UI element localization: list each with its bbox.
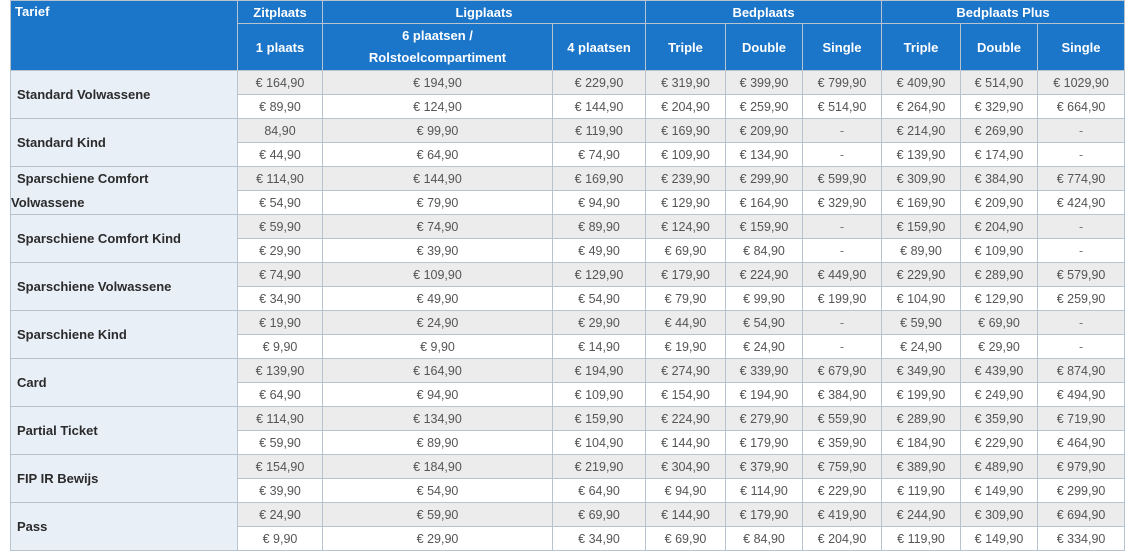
price-cell: € 104,90 [553,431,646,455]
price-cell: € 129,90 [646,191,726,215]
price-cell: € 39,90 [238,479,323,503]
price-cell: € 289,90 [961,263,1038,287]
price-cell: € 24,90 [238,503,323,527]
price-cell: € 979,90 [1038,455,1125,479]
row-label: Sparschiene Comfort Kind [11,215,238,263]
price-cell: € 104,90 [882,287,961,311]
row-label: Sparschiene Kind [11,311,238,359]
row-label-line1: Sparschiene Comfort [17,171,149,186]
price-cell: € 24,90 [323,311,553,335]
price-cell: € 134,90 [726,143,803,167]
price-cell: € 24,90 [726,335,803,359]
tariff-table [10,0,1125,551]
price-cell: € 184,90 [882,431,961,455]
price-cell: € 9,90 [238,335,323,359]
price-cell: € 204,90 [646,95,726,119]
price-cell: € 384,90 [961,167,1038,191]
price-cell: € 139,90 [882,143,961,167]
row-label: Partial Ticket [11,407,238,455]
price-cell: € 194,90 [726,383,803,407]
price-cell: € 309,90 [961,503,1038,527]
sub-header-lig-4: 4 plaatsen [553,24,646,71]
price-cell: € 29,90 [238,239,323,263]
price-cell: € 379,90 [726,455,803,479]
price-cell: € 94,90 [553,191,646,215]
table-row [11,359,1125,383]
price-cell: € 349,90 [882,359,961,383]
price-cell: € 304,90 [646,455,726,479]
price-cell: € 119,90 [882,479,961,503]
price-cell: € 269,90 [961,119,1038,143]
price-cell: € 109,90 [961,239,1038,263]
price-cell: € 64,90 [238,383,323,407]
price-cell: € 164,90 [726,191,803,215]
price-cell: € 19,90 [646,335,726,359]
table-row [11,503,1125,527]
price-cell: € 79,90 [323,191,553,215]
sub-header-lig-6 [323,24,553,71]
price-cell: € 299,90 [726,167,803,191]
table-row [11,215,1125,239]
price-cell: € 244,90 [882,503,961,527]
price-cell: € 329,90 [961,95,1038,119]
price-cell: € 464,90 [1038,431,1125,455]
price-cell: € 209,90 [726,119,803,143]
price-cell: € 24,90 [882,335,961,359]
price-cell: € 174,90 [961,143,1038,167]
price-cell: € 164,90 [323,359,553,383]
price-cell: € 319,90 [646,71,726,95]
price-cell: € 329,90 [803,191,882,215]
col-header-tarief: Tarief [11,1,238,71]
price-cell: € 69,90 [646,239,726,263]
row-label: Standard Volwassene [11,71,238,119]
price-cell: € 119,90 [553,119,646,143]
price-cell: € 59,90 [323,503,553,527]
price-cell: € 84,90 [726,527,803,551]
price-cell: € 274,90 [646,359,726,383]
price-cell: € 169,90 [882,191,961,215]
price-cell: € 44,90 [646,311,726,335]
price-cell: - [1038,215,1125,239]
price-cell: € 144,90 [553,95,646,119]
price-cell: € 54,90 [238,191,323,215]
price-cell: € 224,90 [726,263,803,287]
price-cell: € 199,90 [882,383,961,407]
price-cell: € 229,90 [553,71,646,95]
price-cell: € 39,90 [323,239,553,263]
price-cell: € 129,90 [961,287,1038,311]
price-cell: - [803,215,882,239]
price-cell: € 514,90 [961,71,1038,95]
table-row [11,311,1125,335]
price-cell: € 84,90 [726,239,803,263]
table-header [11,1,1125,71]
price-cell: € 9,90 [323,335,553,359]
price-cell: € 389,90 [882,455,961,479]
price-cell: € 114,90 [238,167,323,191]
price-cell: € 54,90 [323,479,553,503]
price-cell: € 334,90 [1038,527,1125,551]
price-cell: € 99,90 [323,119,553,143]
price-cell: € 74,90 [238,263,323,287]
price-cell: - [1038,119,1125,143]
price-cell: € 164,90 [238,71,323,95]
price-cell: € 144,90 [323,167,553,191]
price-cell: - [803,335,882,359]
sub-header-lig-6-line2: Rolstoelcompartiment [368,50,507,65]
price-cell: € 54,90 [726,311,803,335]
price-cell: € 214,90 [882,119,961,143]
price-cell: € 34,90 [238,287,323,311]
price-cell: € 184,90 [323,455,553,479]
sub-header-plus-single: Single [1038,24,1125,71]
price-cell: € 194,90 [323,71,553,95]
price-cell: € 114,90 [726,479,803,503]
price-cell: € 774,90 [1038,167,1125,191]
price-cell: € 439,90 [961,359,1038,383]
price-cell: € 29,90 [323,527,553,551]
price-cell: € 194,90 [553,359,646,383]
price-cell: € 279,90 [726,407,803,431]
price-cell: € 409,90 [882,71,961,95]
price-cell: € 169,90 [553,167,646,191]
price-cell: € 489,90 [961,455,1038,479]
price-cell: € 159,90 [553,407,646,431]
table-row [11,455,1125,479]
price-cell: € 79,90 [646,287,726,311]
sub-header-plus-triple: Triple [882,24,961,71]
price-cell: € 384,90 [803,383,882,407]
price-cell: € 59,90 [238,215,323,239]
price-cell: € 54,90 [553,287,646,311]
price-cell: € 249,90 [961,383,1038,407]
price-cell: € 204,90 [961,215,1038,239]
price-cell: € 74,90 [323,215,553,239]
price-cell: € 159,90 [726,215,803,239]
price-cell: € 124,90 [646,215,726,239]
price-cell: - [1038,239,1125,263]
row-label: FIP IR Bewijs [11,455,238,503]
price-cell: € 44,90 [238,143,323,167]
price-cell: € 599,90 [803,167,882,191]
price-cell: € 69,90 [961,311,1038,335]
price-cell: € 94,90 [646,479,726,503]
price-cell: € 719,90 [1038,407,1125,431]
price-cell: € 49,90 [553,239,646,263]
price-cell: € 259,90 [1038,287,1125,311]
price-cell: € 559,90 [803,407,882,431]
price-cell: € 14,90 [553,335,646,359]
price-cell: € 179,90 [646,263,726,287]
price-cell: € 69,90 [553,503,646,527]
price-cell: € 874,90 [1038,359,1125,383]
price-cell: 84,90 [238,119,323,143]
price-cell: € 399,90 [726,71,803,95]
price-cell: € 89,90 [882,239,961,263]
table-row [11,119,1125,143]
price-cell: € 29,90 [553,311,646,335]
price-cell: € 74,90 [553,143,646,167]
price-cell: € 154,90 [238,455,323,479]
price-cell: € 129,90 [553,263,646,287]
price-cell: € 289,90 [882,407,961,431]
price-cell: - [803,311,882,335]
price-cell: € 34,90 [553,527,646,551]
price-cell: € 179,90 [726,503,803,527]
price-cell: € 694,90 [1038,503,1125,527]
price-cell: - [1038,143,1125,167]
price-cell: € 579,90 [1038,263,1125,287]
price-cell: € 89,90 [323,431,553,455]
price-cell: € 229,90 [803,479,882,503]
price-cell: € 229,90 [961,431,1038,455]
sub-header-lig-6-line1: 6 plaatsen / [402,28,473,43]
price-cell: € 9,90 [238,527,323,551]
price-cell: € 89,90 [238,95,323,119]
price-cell: € 89,90 [553,215,646,239]
price-cell: € 109,90 [646,143,726,167]
price-cell: € 239,90 [646,167,726,191]
price-cell: € 114,90 [238,407,323,431]
price-cell: € 359,90 [803,431,882,455]
price-cell: € 679,90 [803,359,882,383]
price-cell: € 64,90 [553,479,646,503]
col-header-bedplaats-plus: Bedplaats Plus [882,1,1125,24]
table-row [11,407,1125,431]
price-cell: € 209,90 [961,191,1038,215]
price-cell: € 224,90 [646,407,726,431]
price-cell: € 169,90 [646,119,726,143]
sub-header-zit-1: 1 plaats [238,24,323,71]
price-cell: € 449,90 [803,263,882,287]
price-cell: - [1038,311,1125,335]
price-cell: - [803,239,882,263]
price-cell: € 69,90 [646,527,726,551]
price-cell: € 149,90 [961,479,1038,503]
price-cell: € 759,90 [803,455,882,479]
price-cell: € 159,90 [882,215,961,239]
row-label [11,167,238,215]
sub-header-plus-double: Double [961,24,1038,71]
price-cell: € 799,90 [803,71,882,95]
price-cell: € 109,90 [323,263,553,287]
sub-header-bed-double: Double [726,24,803,71]
price-cell: € 419,90 [803,503,882,527]
row-label: Standard Kind [11,119,238,167]
price-cell: € 49,90 [323,287,553,311]
price-cell: € 59,90 [882,311,961,335]
row-label: Card [11,359,238,407]
price-cell: € 229,90 [882,263,961,287]
sub-header-bed-single: Single [803,24,882,71]
price-cell: € 199,90 [803,287,882,311]
price-cell: € 134,90 [323,407,553,431]
price-cell: - [803,119,882,143]
price-cell: € 94,90 [323,383,553,407]
price-cell: € 299,90 [1038,479,1125,503]
price-cell: € 119,90 [882,527,961,551]
table-row [11,167,1125,191]
row-label-line2: Volwassene [11,195,85,210]
price-cell: € 494,90 [1038,383,1125,407]
price-cell: - [1038,335,1125,359]
price-cell: € 99,90 [726,287,803,311]
table-row [11,71,1125,95]
price-cell: € 124,90 [323,95,553,119]
price-cell: € 179,90 [726,431,803,455]
col-header-ligplaats: Ligplaats [323,1,646,24]
price-cell: € 514,90 [803,95,882,119]
col-header-bedplaats: Bedplaats [646,1,882,24]
price-cell: € 139,90 [238,359,323,383]
price-cell: € 59,90 [238,431,323,455]
price-cell: € 339,90 [726,359,803,383]
price-cell: € 219,90 [553,455,646,479]
row-label: Pass [11,503,238,551]
row-label: Sparschiene Volwassene [11,263,238,311]
price-cell: € 1029,90 [1038,71,1125,95]
price-cell: € 264,90 [882,95,961,119]
price-cell: € 204,90 [803,527,882,551]
price-cell: € 144,90 [646,503,726,527]
price-cell: € 64,90 [323,143,553,167]
price-cell: € 29,90 [961,335,1038,359]
price-cell: € 144,90 [646,431,726,455]
price-cell: € 109,90 [553,383,646,407]
price-cell: € 664,90 [1038,95,1125,119]
col-header-zitplaats: Zitplaats [238,1,323,24]
price-cell: € 154,90 [646,383,726,407]
price-cell: - [803,143,882,167]
price-cell: € 19,90 [238,311,323,335]
price-cell: € 359,90 [961,407,1038,431]
price-cell: € 149,90 [961,527,1038,551]
sub-header-bed-triple: Triple [646,24,726,71]
table-body [11,71,1125,551]
table-row [11,263,1125,287]
price-cell: € 309,90 [882,167,961,191]
price-cell: € 424,90 [1038,191,1125,215]
price-cell: € 259,90 [726,95,803,119]
